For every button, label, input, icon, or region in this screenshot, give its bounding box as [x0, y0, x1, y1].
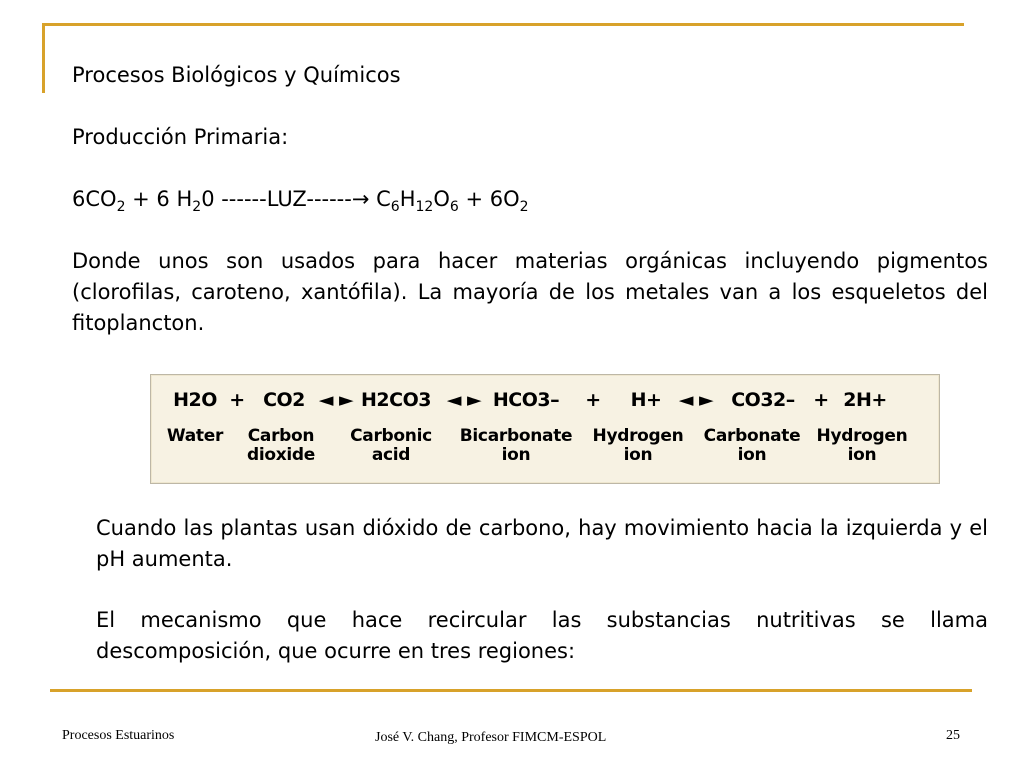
eq-product-c: C: [369, 187, 391, 211]
section-heading: Producción Primaria:: [72, 125, 289, 149]
top-rule: [42, 23, 964, 26]
separator-plus: +: [813, 389, 829, 411]
eq-h12-sub: 12: [415, 199, 434, 215]
footer-course: Procesos Estuarinos: [62, 728, 175, 743]
separator-equilibrium: ◄ ►: [446, 389, 482, 411]
arrow-right-icon: →: [351, 187, 370, 211]
formula-hco3: HCO3–: [492, 389, 560, 411]
label-bicarbonate-ion: Bicarbonate ion: [459, 426, 573, 465]
left-rule: [42, 23, 45, 93]
footer-author: José V. Chang, Profesor FIMCM-ESPOL: [375, 730, 607, 745]
separator-plus: +: [585, 389, 601, 411]
eq-h-sub: 2: [192, 199, 202, 215]
eq-plus: + 6 H: [125, 187, 193, 211]
paragraph-ph: Cuando las plantas usan dióxido de carbono, hay movimiento hacia la izquierda y el pH aumenta.: [96, 516, 988, 571]
paragraph-decomposition: El mecanismo que hace recircular las substancias nutritivas se llama descomposición, que ocurre en tres regiones:: [96, 608, 988, 663]
formula-h2co3: H2CO3: [361, 389, 431, 411]
eq-left-sub: 2: [116, 199, 126, 215]
formula-h2o: H2O: [173, 389, 217, 411]
eq-left: 6CO: [72, 187, 117, 211]
formula-row: [151, 389, 939, 421]
eq-product-h: H: [399, 187, 416, 211]
label-water: Water: [166, 426, 224, 446]
formula-co3: CO32–: [731, 389, 795, 411]
label-hydrogen-ion: Hydrogen ion: [592, 426, 684, 465]
formula-h-plus: H+: [630, 389, 662, 411]
eq-luz: 0 ------LUZ------: [201, 187, 352, 211]
label-row: [151, 427, 939, 475]
separator-plus: +: [229, 389, 245, 411]
eq-o-sub: 6: [449, 199, 459, 215]
footer-page-number: 25: [946, 728, 960, 743]
formula-2h-plus: 2H+: [843, 389, 887, 411]
eq-tail: + 6O: [458, 187, 520, 211]
eq-tail-sub: 2: [519, 199, 529, 215]
photosynthesis-equation: [72, 184, 529, 215]
paragraph-organic-matter: Donde unos son usados para hacer materias orgánicas incluyendo pigmentos (clorofilas, caroteno, xantófila). La mayoría de los metales van a los esqueletos del fitoplancton.: [72, 249, 988, 335]
label-carbonate-ion: Carbonate ion: [703, 426, 801, 465]
formula-co2: CO2: [263, 389, 305, 411]
carbonate-equilibrium-figure: [150, 374, 940, 484]
bottom-rule: [50, 689, 972, 692]
label-carbonic-acid: Carbonic acid: [350, 426, 432, 465]
label-hydrogen-ion-2: Hydrogen ion: [816, 426, 908, 465]
slide-title: Procesos Biológicos y Químicos: [72, 63, 401, 87]
eq-product-o: O: [433, 187, 450, 211]
separator-equilibrium: ◄ ►: [678, 389, 714, 411]
separator-equilibrium: ◄ ►: [318, 389, 354, 411]
label-carbon-dioxide: Carbon dioxide: [246, 426, 316, 465]
eq-c-sub: 6: [390, 199, 400, 215]
